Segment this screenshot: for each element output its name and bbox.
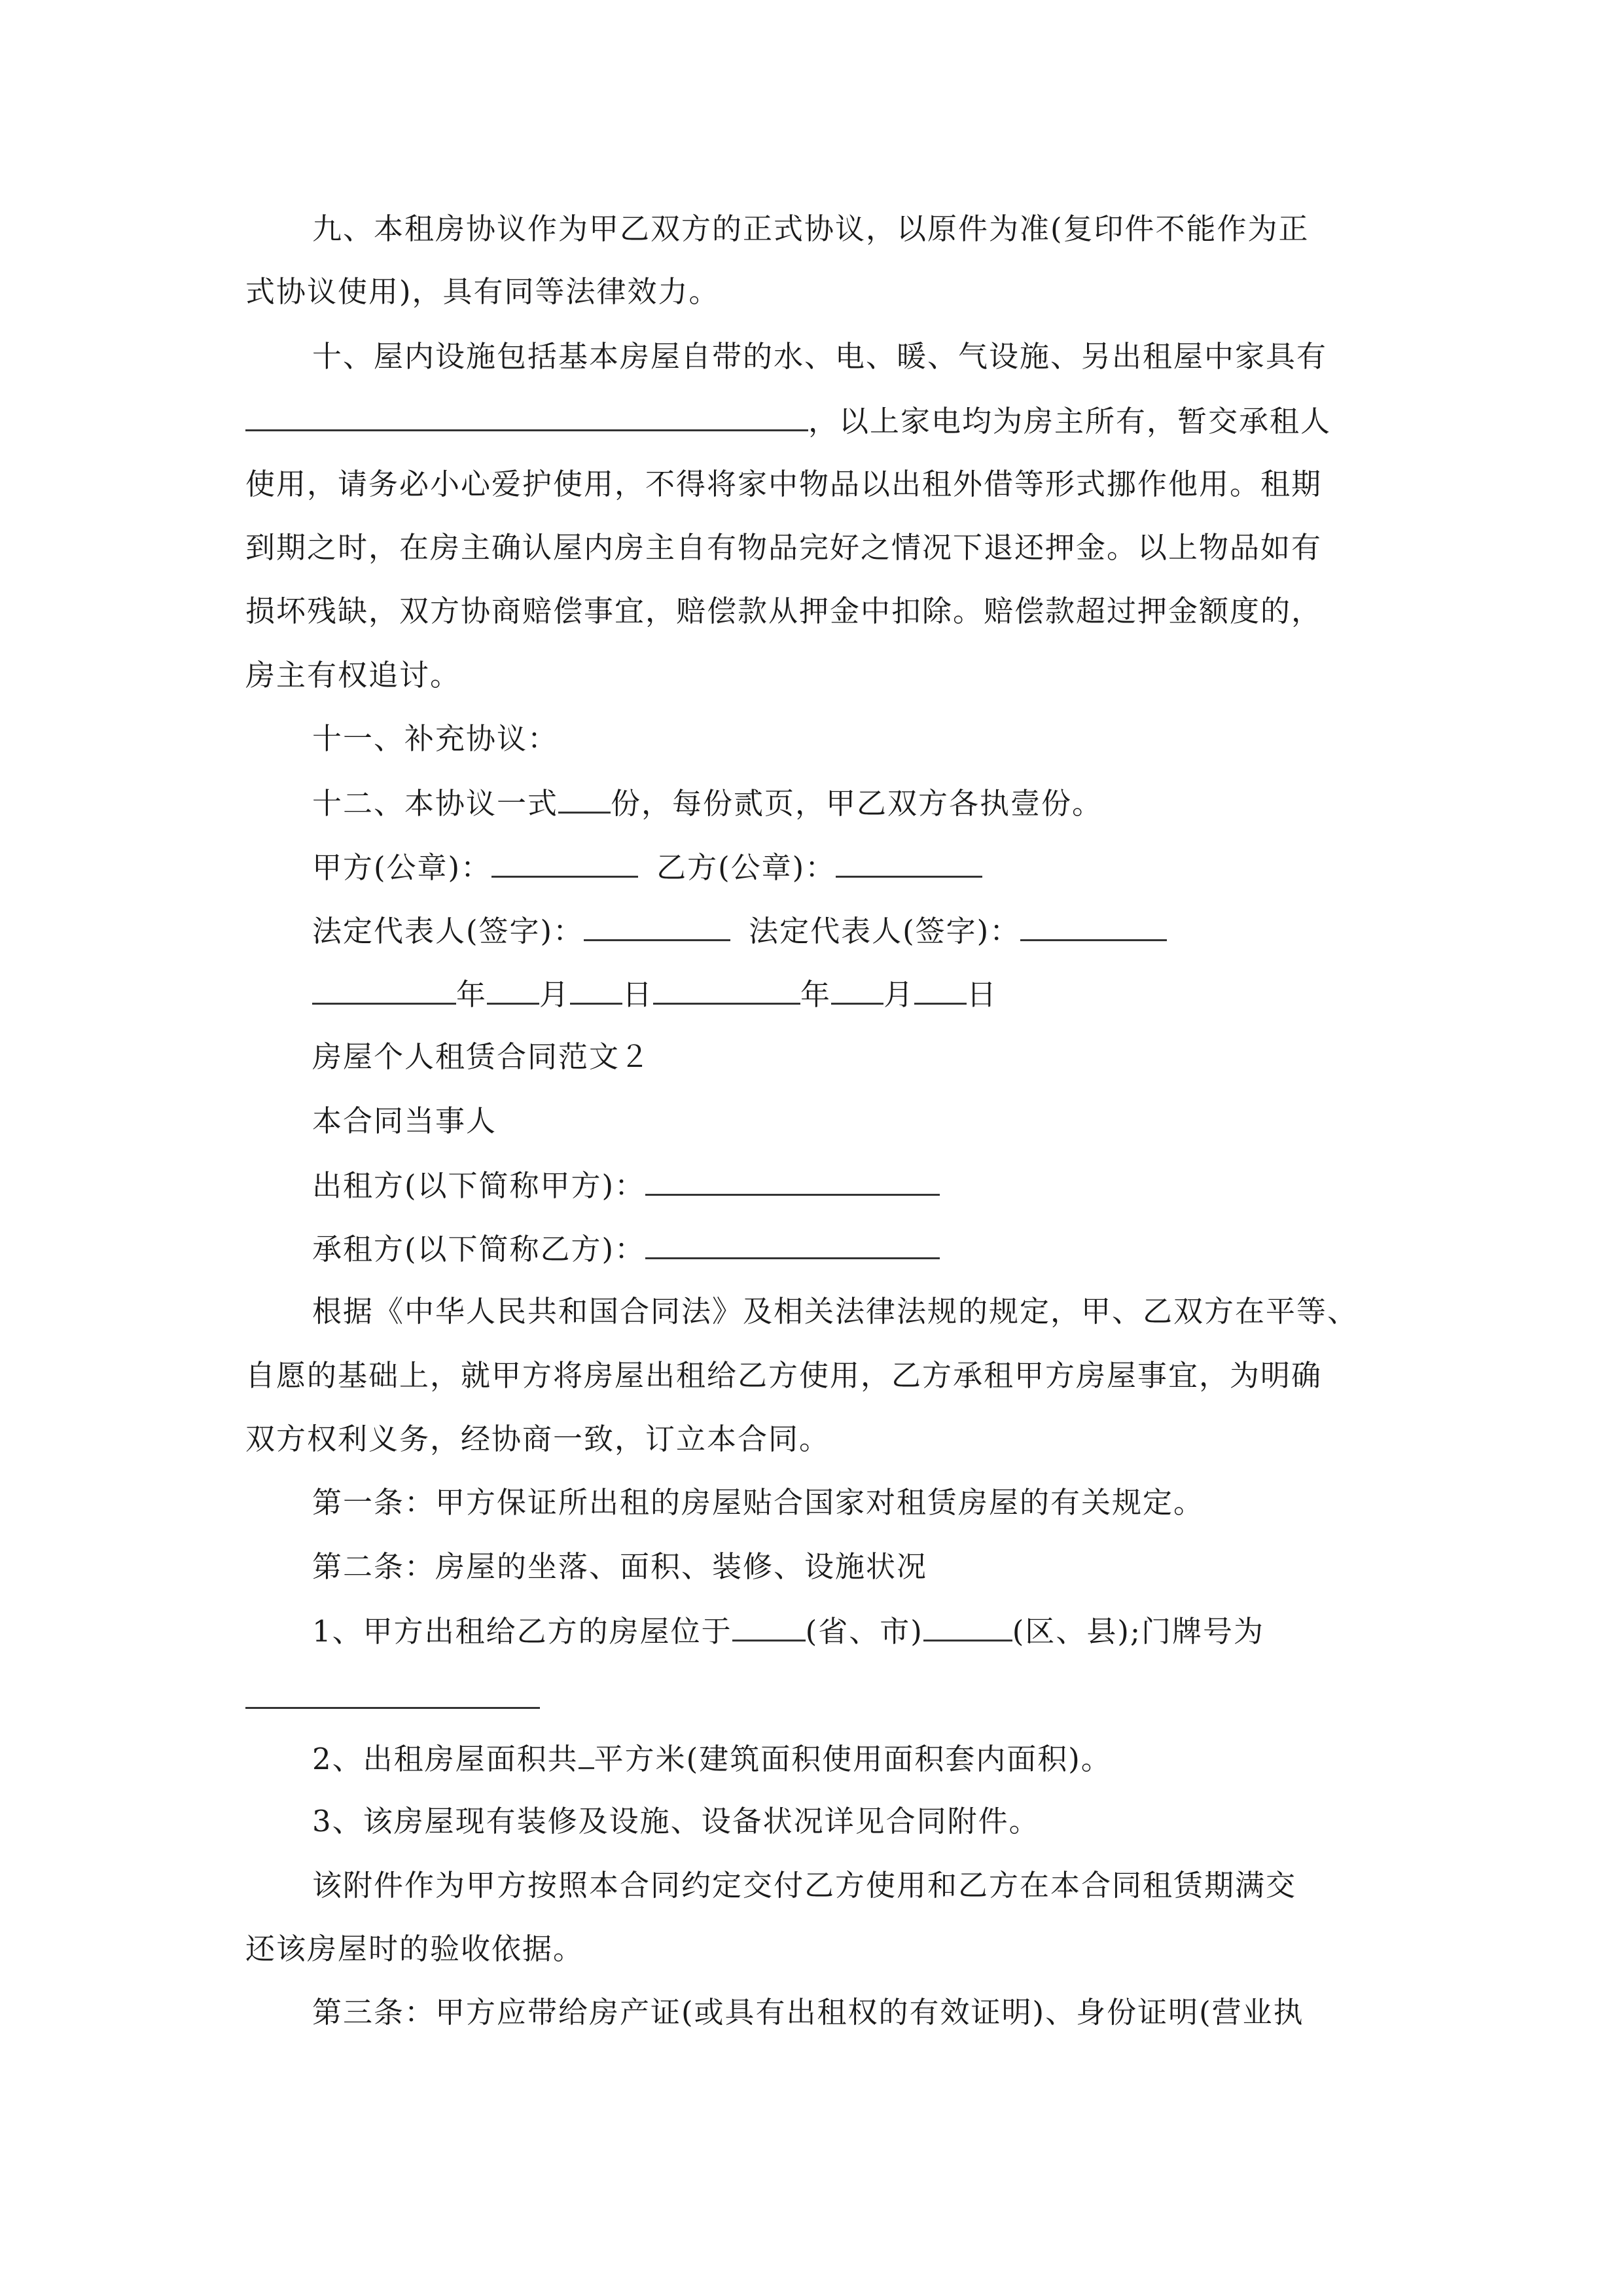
- annex-line-1: 该附件作为甲方按照本合同约定交付乙方使用和乙方在本合同租赁期满交: [312, 1868, 1297, 1903]
- intro-line-1: 根据《中华人民共和国合同法》及相关法律法规的规定，甲、乙双方在平等、: [312, 1294, 1359, 1329]
- item-2: 2、出租房屋面积共 平方米(建筑面积使用面积套内面积)。: [312, 1738, 1112, 1779]
- contract-2-title: 房屋个人租赁合同范文２: [312, 1039, 651, 1074]
- copies-blank: [558, 783, 611, 814]
- article-1: 第一条：甲方保证所出租的房屋贴合国家对租赁房屋的有关规定。: [312, 1485, 1205, 1520]
- clause-10-line-5: 损坏残缺，双方协商赔偿事宜，赔偿款从押金中扣除。赔偿款超过押金额度的，: [245, 594, 1323, 628]
- intro-line-3: 双方权利义务，经协商一致，订立本合同。: [245, 1422, 830, 1456]
- item-1: 1、甲方出租给乙方的房屋位于 (省、市) (区、县);门牌号为: [312, 1611, 1264, 1651]
- party-a-rep-blank: [584, 910, 730, 941]
- clause-10-line-2: ，以上家电均为房主所有，暂交承租人: [245, 401, 1331, 441]
- lessee-blank: [645, 1229, 940, 1259]
- clause-9-line-1: 九、本租房协议作为甲乙双方的正式协议，以原件为准(复印件不能作为正: [312, 211, 1310, 246]
- party-b-seal-blank: [836, 847, 982, 878]
- clause-11: 十一、补充协议：: [312, 721, 559, 756]
- province-blank: [732, 1611, 806, 1641]
- district-blank: [923, 1611, 1012, 1641]
- clause-10-line-1: 十、屋内设施包括基本房屋自带的水、电、暖、气设施、另出租屋中家具有: [312, 339, 1328, 374]
- area-blank: [579, 1738, 594, 1769]
- seal-line: 甲方(公章)： 乙方(公章)：: [312, 847, 982, 888]
- intro-line-2: 自愿的基础上，就甲方将房屋出租给乙方使用，乙方承租甲方房屋事宜，为明确: [245, 1358, 1323, 1393]
- party-a-seal-blank: [491, 847, 638, 878]
- parties-heading: 本合同当事人: [312, 1103, 497, 1138]
- lessor-blank: [645, 1165, 940, 1196]
- article-2: 第二条：房屋的坐落、面积、装修、设施状况: [312, 1549, 928, 1584]
- date-line: 年 月 日 年 月 日: [312, 974, 997, 1014]
- clause-9-line-2: 式协议使用)，具有同等法律效力。: [245, 274, 720, 309]
- clause-10-line-4: 到期之时，在房主确认屋内房主自有物品完好之情况下退还押金。以上物品如有: [245, 530, 1323, 565]
- clause-10-line-3: 使用，请务必小心爱护使用，不得将家中物品以出租外借等形式挪作他用。租期: [245, 467, 1323, 501]
- house-number-blank: [245, 1707, 540, 1709]
- lessor-line: 出租方(以下简称甲方)：: [312, 1165, 940, 1206]
- lessee-line: 承租方(以下简称乙方)：: [312, 1229, 940, 1269]
- party-b-rep-blank: [1020, 910, 1167, 941]
- clause-10-line-6: 房主有权追讨。: [245, 658, 461, 692]
- furniture-blank: [245, 401, 808, 431]
- annex-line-2: 还该房屋时的验收依据。: [245, 1931, 584, 1966]
- item-3: 3、该房屋现有装修及设施、设备状况详见合同附件。: [312, 1804, 1040, 1839]
- clause-12: 十二、本协议一式 份，每份贰页，甲乙双方各执壹份。: [312, 783, 1103, 823]
- legal-rep-line: 法定代表人(签字)： 法定代表人(签字)：: [312, 910, 1167, 951]
- article-3: 第三条：甲方应带给房产证(或具有出租权的有效证明)、身份证明(营业执: [312, 1995, 1304, 2030]
